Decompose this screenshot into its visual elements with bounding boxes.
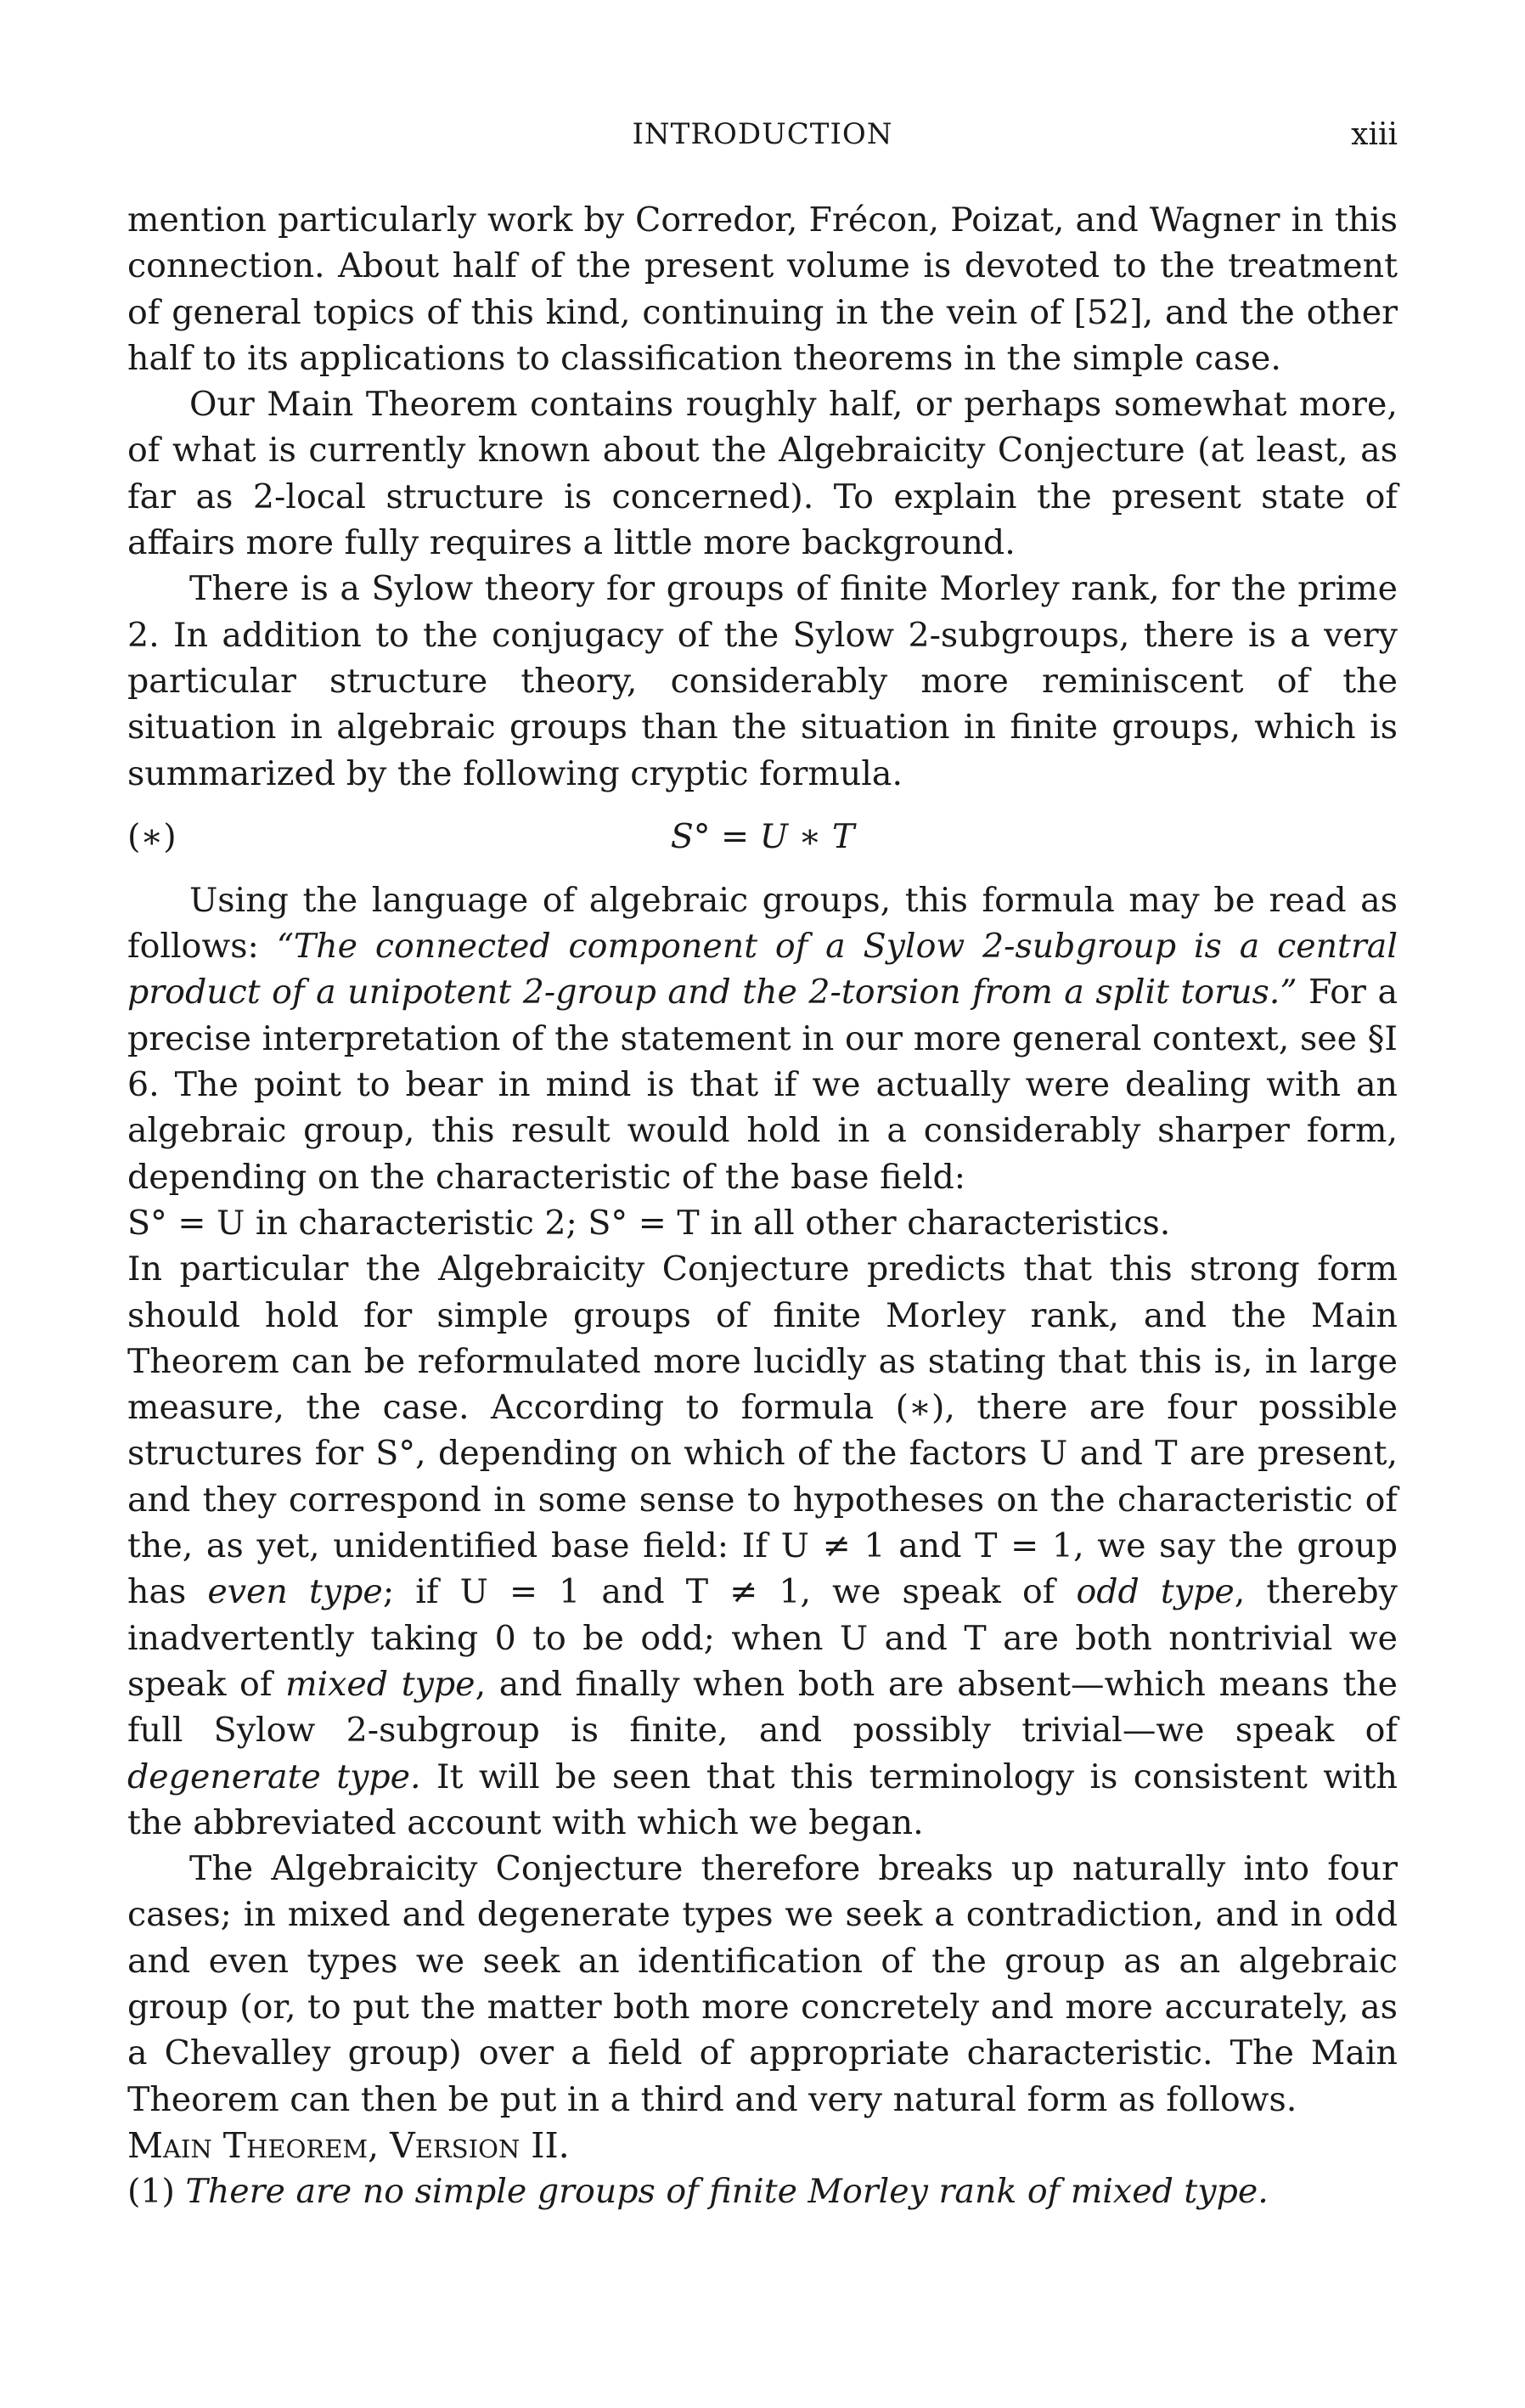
running-head: INTRODUCTION	[632, 117, 893, 151]
display-formula-characteristics: S° = U in characteristic 2; S° = T in all other characteristics.	[127, 1203, 1171, 1243]
item-text: There are no simple groups of finite Morley rank of mixed type.	[185, 2172, 1269, 2212]
paragraph-4-text-b: For a precise interpretation of the statement in our more general context, see §I 6. The point to bear in mind is that if we actually were dealing with an algebraic group, this result would hold in a considerably sharper form, depending on the characteristic of the base field:	[127, 973, 1398, 1197]
paragraph-6: The Algebraicity Conjecture therefore breaks up naturally into four cases; in mixed and degenerate types we seek a contradiction, and in odd and even types we seek an identification of the group as an algebraic group (or, to put the matter both more concretely and more accurately, as a Chevalley group) over a field of appropriate characteristic. The Main Theorem can then be put in a third and very natural form as follows.	[127, 1849, 1398, 2119]
term-degenerate-type: degenerate type.	[127, 1757, 421, 1796]
paragraph-4	[127, 877, 1398, 1200]
paragraph-5-text-c: , thereby inadvertently taking 0 to be odd; when U and T are both nontrivial we speak of	[127, 1572, 1398, 1704]
formula-s-equals-u-star-t: S° = U ∗ T	[670, 816, 855, 856]
paragraph-5	[127, 1246, 1398, 1846]
display-formula-star	[127, 814, 1398, 860]
term-odd-type: odd type	[1076, 1572, 1235, 1612]
paragraph-4-quote: “The connected component of a Sylow 2-subgroup is a central product of a unipotent 2-group and the 2-torsion from a split torus.”	[127, 927, 1398, 1012]
paragraph-1: mention particularly work by Corredor, Frécon, Poizat, and Wagner in this connection. About half of the present volume is devoted to the treatment of general topics of this kind, continuing in the vein of [52], and the other half to its applications to classification theorems in the simple case.	[127, 200, 1398, 378]
formula-tag: (∗)	[127, 816, 177, 856]
paragraph-5-text-d: , and finally when both are absent—which means the full Sylow 2-subgroup is finite, and possibly trivial—we speak of	[127, 1664, 1398, 1751]
paragraph-2: Our Main Theorem contains roughly half, or perhaps somewhat more, of what is currently known about the Algebraicity Conjecture (at least, as far as 2-local structure is concerned). To explain the present state of affairs more fully requires a little more background.	[127, 385, 1398, 563]
page-body	[127, 197, 1398, 2214]
paragraph-5-text-b: ; if U = 1 and T ≠ 1, we speak of	[382, 1572, 1077, 1612]
main-theorem-item-1	[127, 2168, 1398, 2214]
paragraph-4-text-a: Using the language of algebraic groups, this formula may be read as follows:	[127, 880, 1398, 967]
paragraph-5-text-a: In particular the Algebraicity Conjecture predicts that this strong form should hold for simple groups of finite Morley rank, and the Main Theorem can be reformulated more lucidly as stating that this is, in large measure, the case. According to formula (∗), there are four possible structures for S°, depending on which of the factors U and T are present, and they correspond in some sense to hypotheses on the characteristic of the, as yet, unidentified base field: If U ≠ 1 and T = 1, we say the group has	[127, 1249, 1398, 1612]
item-number: (1)	[127, 2172, 175, 2212]
main-theorem-heading: Main Theorem, Version II.	[127, 2124, 570, 2166]
page-number: xiii	[1351, 117, 1398, 152]
term-even-type: even type	[207, 1572, 383, 1612]
paragraph-5-text-e: It will be seen that this terminology is consistent with the abbreviated account with which we began.	[127, 1757, 1398, 1842]
page-header	[127, 117, 1398, 160]
paragraph-3: There is a Sylow theory for groups of finite Morley rank, for the prime 2. In addition to the conjugacy of the Sylow 2-subgroups, there is a very particular structure theory, considerably more reminiscent of the situation in algebraic groups than the situation in finite groups, which is summarized by the following cryptic formula.	[127, 569, 1398, 793]
term-mixed-type: mixed type	[285, 1664, 476, 1704]
